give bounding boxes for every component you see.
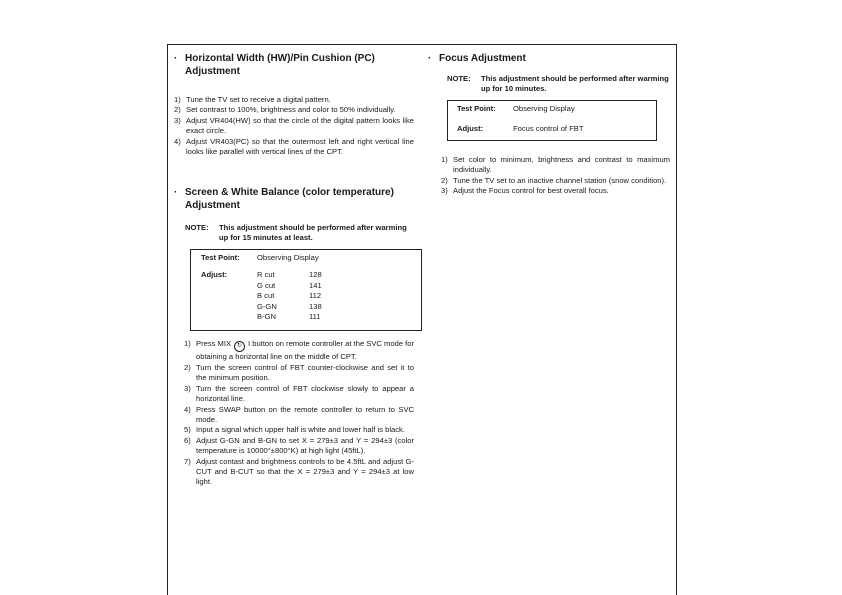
wb-test-point-value: Observing Display [257, 253, 319, 263]
list-item: 3) Adjust VR404(HW) so that the circle of the digital pattern looks like exact circle. [174, 115, 414, 136]
focus-steps [441, 155, 670, 197]
focus-adjust-value: Focus control of FBT [513, 124, 584, 133]
focus-test-point-label: Test Point: [457, 104, 496, 113]
focus-bullet: · [428, 53, 432, 64]
wb-adjust-table [257, 270, 322, 322]
hw-heading [174, 52, 414, 78]
focus-note [447, 74, 670, 94]
wb-test-point-row [201, 253, 411, 263]
wb-title-line1: Screen & White Balance (color temperature) [185, 187, 394, 199]
focus-title: Focus Adjustment [439, 53, 526, 64]
focus-note-label: NOTE: [447, 74, 471, 83]
list-item: 1) Press MIX ↻ I button on remote controller at the SVC mode for obtaining a horizontal line on the middle of CPT. [184, 339, 414, 362]
hw-steps [174, 95, 414, 157]
list-item: 2) Turn the screen control of FBT counter-clockwise and set it to the minimum position. [184, 362, 414, 383]
wb-title-line2: Adjustment [185, 200, 240, 212]
right-column [428, 52, 670, 197]
list-item: 5) Input a signal which upper half is white and lower half is black. [184, 425, 405, 435]
wb-steps [184, 339, 414, 487]
list-item: 1) Set color to minimum, brightness and contrast to maximum individually. [441, 155, 670, 175]
list-item: 2) Set contrast to 100%, brightness and color to 50% individually. [174, 105, 396, 115]
list-item: 2) Tune the TV set to an inactive channel station (snow condition). [441, 175, 667, 185]
focus-heading [428, 52, 670, 65]
focus-test-box [447, 100, 657, 141]
focus-note-text: This adjustment should be performed after warming up for 10 minutes. [481, 74, 669, 93]
wb-note-text: This adjustment should be performed after warming up for 15 minutes at least. [219, 223, 407, 243]
page-frame-right [676, 44, 677, 595]
page-frame-top [167, 44, 677, 45]
focus-test-point-value: Observing Display [513, 104, 575, 113]
wb-adjust-row [201, 270, 411, 322]
focus-adjust-row [457, 124, 656, 134]
table-row: B-GN 111 [257, 312, 321, 322]
list-item: 7) Adjust contast and brightness controls to be 4.5ftL and adjust G-CUT and B-CUT so that the X = 279±3 and Y = 294±3 at low light. [184, 456, 414, 487]
hw-bullet: · [174, 53, 178, 64]
hw-title-line1: Horizontal Width (HW)/Pin Cushion (PC) [185, 53, 375, 64]
table-row: G-GN 138 [257, 301, 322, 311]
list-item: 3) Adjust the Focus control for best overall focus. [441, 186, 609, 196]
focus-test-point-row [457, 104, 656, 114]
list-item: 3) Turn the screen control of FBT clockwise slowly to appear a horizontal line. [184, 383, 414, 404]
list-item: 1) Tune the TV set to receive a digital pattern. [174, 95, 331, 104]
page-frame-left [167, 44, 168, 595]
wb-note [185, 223, 414, 243]
wb-bullet: · [174, 187, 178, 199]
list-item: 4) Press SWAP button on the remote controller to return to SVC mode. [184, 404, 414, 424]
left-column [174, 52, 414, 488]
table-row: G cut 141 [257, 280, 322, 290]
list-item: 6) Adjust G-GN and B-GN to set X = 279±3 and Y = 294±3 (color temperature is 10000°±800°K) at high light (45ftL). [184, 435, 414, 456]
wb-adjust-label: Adjust: [201, 270, 228, 280]
mix-button-icon: ↻ [234, 341, 245, 352]
wb-test-point-label: Test Point: [201, 253, 240, 263]
hw-title-line2: Adjustment [185, 66, 240, 77]
wb-note-label: NOTE: [185, 223, 209, 233]
list-item: 4) Adjust VR403(PC) so that the outermost left and right vertical line looks like parallel with vertical lines of the CPT. [174, 136, 414, 157]
wb-test-box [190, 249, 422, 331]
focus-adjust-label: Adjust: [457, 124, 484, 133]
table-row: B cut 112 [257, 291, 322, 301]
wb-heading [174, 186, 414, 212]
table-row: R cut 128 [257, 270, 322, 280]
